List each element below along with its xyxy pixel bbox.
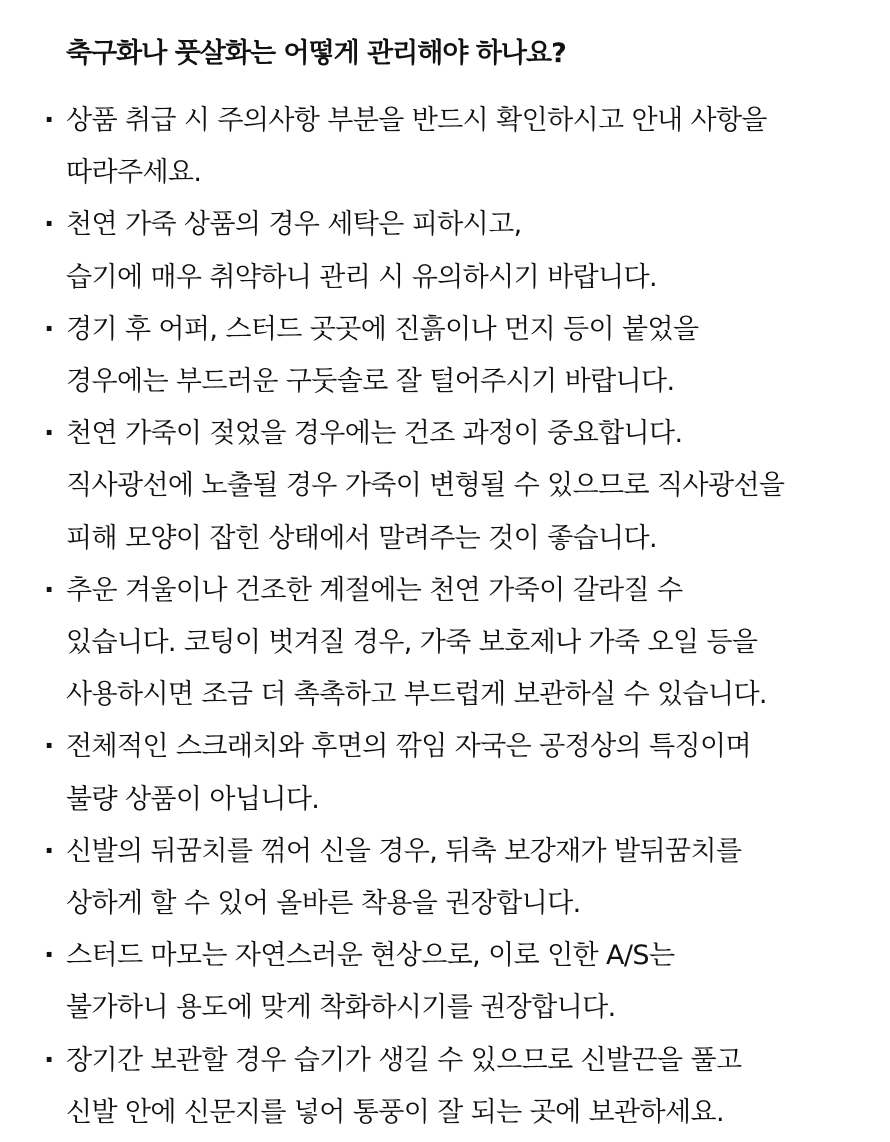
list-item-line: 피해 모양이 잡힌 상태에서 말려주는 것이 좋습니다. [66, 522, 657, 554]
list-item-line: 불량 상품이 아닙니다. [66, 783, 320, 815]
list-item-line: 스터드 마모는 자연스러운 현상으로, 이로 인한 A/S는 [66, 940, 675, 972]
list-item-line: 있습니다. 코팅이 벗겨질 경우, 가죽 보호제나 가죽 오일 등을 [66, 627, 758, 658]
list-item-line: 따라주세요. [66, 157, 202, 189]
bullet-marker: · [44, 574, 55, 606]
bullet-marker: · [44, 418, 55, 450]
bullet-marker: · [44, 313, 55, 345]
list-item-line: 경기 후 어퍼, 스터드 곳곳에 진흙이나 먼지 등이 붙었을 [66, 313, 699, 345]
list-item-line: 전체적인 스크래치와 후면의 깎임 자국은 공정상의 특징이며 [66, 731, 751, 763]
list-item-line: 천연 가죽이 젖었을 경우에는 건조 과정이 중요합니다. [66, 418, 683, 450]
bullet-marker: · [44, 1044, 55, 1076]
list-item-line: 사용하시면 조금 더 촉촉하고 부드럽게 보관하실 수 있습니다. [66, 679, 767, 711]
bullet-marker: · [44, 835, 55, 867]
list-item-line: 습기에 매우 취약하니 관리 시 유의하시기 바랍니다. [66, 261, 657, 293]
list-item-line: 신발의 뒤꿈치를 꺾어 신을 경우, 뒤축 보강재가 발뒤꿈치를 [66, 835, 742, 867]
list-item-line: 추운 겨울이나 건조한 계절에는 천연 가죽이 갈라질 수 [66, 574, 683, 606]
list-item-line: 직사광선에 노출될 경우 가죽이 변형될 수 있으므로 직사광선을 [66, 470, 785, 502]
list-item-line: 불가하니 용도에 맞게 착화하시기를 권장합니다. [66, 992, 616, 1024]
faq-title: 축구화나 풋살화는 어떻게 관리해야 하나요? [66, 38, 566, 69]
list-item-line: 장기간 보관할 경우 습기가 생길 수 있으므로 신발끈을 풀고 [66, 1044, 742, 1076]
list-item-line: 경우에는 부드러운 구둣솔로 잘 털어주시기 바랍니다. [66, 366, 675, 397]
list-item-line: 상품 취급 시 주의사항 부분을 반드시 확인하시고 안내 사항을 [66, 105, 767, 136]
bullet-marker: · [44, 209, 55, 241]
list-item-line: 천연 가죽 상품의 경우 세탁은 피하시고, [66, 209, 522, 241]
list-item-line: 신발 안에 신문지를 넣어 통풍이 잘 되는 곳에 보관하세요. [66, 1096, 724, 1128]
list-item-line: 상하게 할 수 있어 올바른 착용을 권장합니다. [66, 888, 581, 919]
bullet-marker: · [44, 731, 55, 763]
bullet-marker: · [44, 940, 55, 972]
bullet-marker: · [44, 105, 55, 136]
